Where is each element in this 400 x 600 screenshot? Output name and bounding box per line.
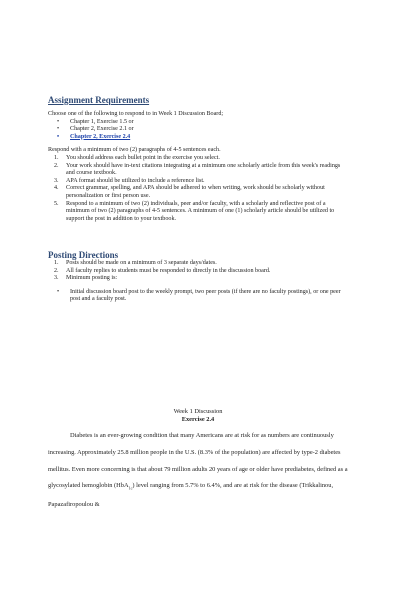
list-item: 3. APA format should be utilized to include a reference list. bbox=[54, 177, 205, 184]
assignment-requirements-section bbox=[48, 95, 348, 223]
posting-directions-section bbox=[48, 250, 348, 304]
requirements-list bbox=[48, 155, 348, 223]
option-item: • Chapter 2, Exercise 2.1 or bbox=[48, 126, 348, 134]
list-item: 1. Posts should be made on a minimum of 3 separate days/dates. bbox=[54, 260, 217, 266]
list-item: 5. Respond to a minimum of two (2) individuals, peer and/or faculty, with a scholarly and reflective post of a minimum of two (2) paragraphs of 4-5 sentences. A minimum of one (1) scholarly article should be utilized to support the post in addition to your textbook. bbox=[54, 200, 335, 222]
respond-text: Respond with a minimum of two (2) paragraphs of 4-5 sentences each. bbox=[48, 147, 221, 154]
posting-list bbox=[48, 260, 348, 283]
section-heading: Assignment Requirements bbox=[48, 95, 150, 105]
exercise-options bbox=[48, 119, 348, 142]
discussion-section bbox=[48, 408, 348, 514]
intro-text: Choose one of the following to respond to in Week 1 Discussion Board; bbox=[48, 111, 224, 117]
discussion-paragraph: Diabetes is an ever-growing condition that many Americans are at risk for as numbers are continuously increasing. Approximately 25.8 million people in the U.S. (8.3% of the population) are affected by type-2 diabetes mellitus. Even more concerning is that about 79 million adults 20 years of age or older have prediabetes, defined as a glycosylated hemoglobin (HbA$_{1c}$) level ranging from 5.7% to 6.4%, and are at risk for the disease (Trikkalinou, Papazafiropoulou & bbox=[48, 432, 348, 509]
posting-bullets bbox=[48, 289, 348, 304]
option-link[interactable]: • Chapter 2, Exercise 2.4 bbox=[48, 134, 348, 142]
list-item: 3. Minimum posting is: bbox=[54, 275, 118, 282]
list-item: 2. All faculty replies to students must be responded to directly in the discussion board. bbox=[54, 267, 271, 274]
section-heading: Posting Directions bbox=[48, 250, 119, 260]
discussion-subtitle: Exercise 2.4 bbox=[181, 416, 215, 423]
list-item: • Initial discussion board post to the weekly prompt, two peer posts (if there are no faculty postings), or one peer post and a faculty post. bbox=[48, 289, 348, 304]
discussion-title: Week 1 Discussion bbox=[173, 408, 223, 415]
option-item: • Chapter 1, Exercise 1.5 or bbox=[48, 119, 348, 127]
list-item: 1. You should address each bullet point in the exercise you select. bbox=[54, 154, 220, 161]
list-item: 4. Correct grammar, spelling, and APA should be adhered to when writing, work should be scholarly without personalization or first person use. bbox=[54, 185, 325, 199]
list-item: 2. Your work should have in-text citations integrating at a minimum one scholarly article from this week's readings and course textbook. bbox=[54, 162, 341, 177]
